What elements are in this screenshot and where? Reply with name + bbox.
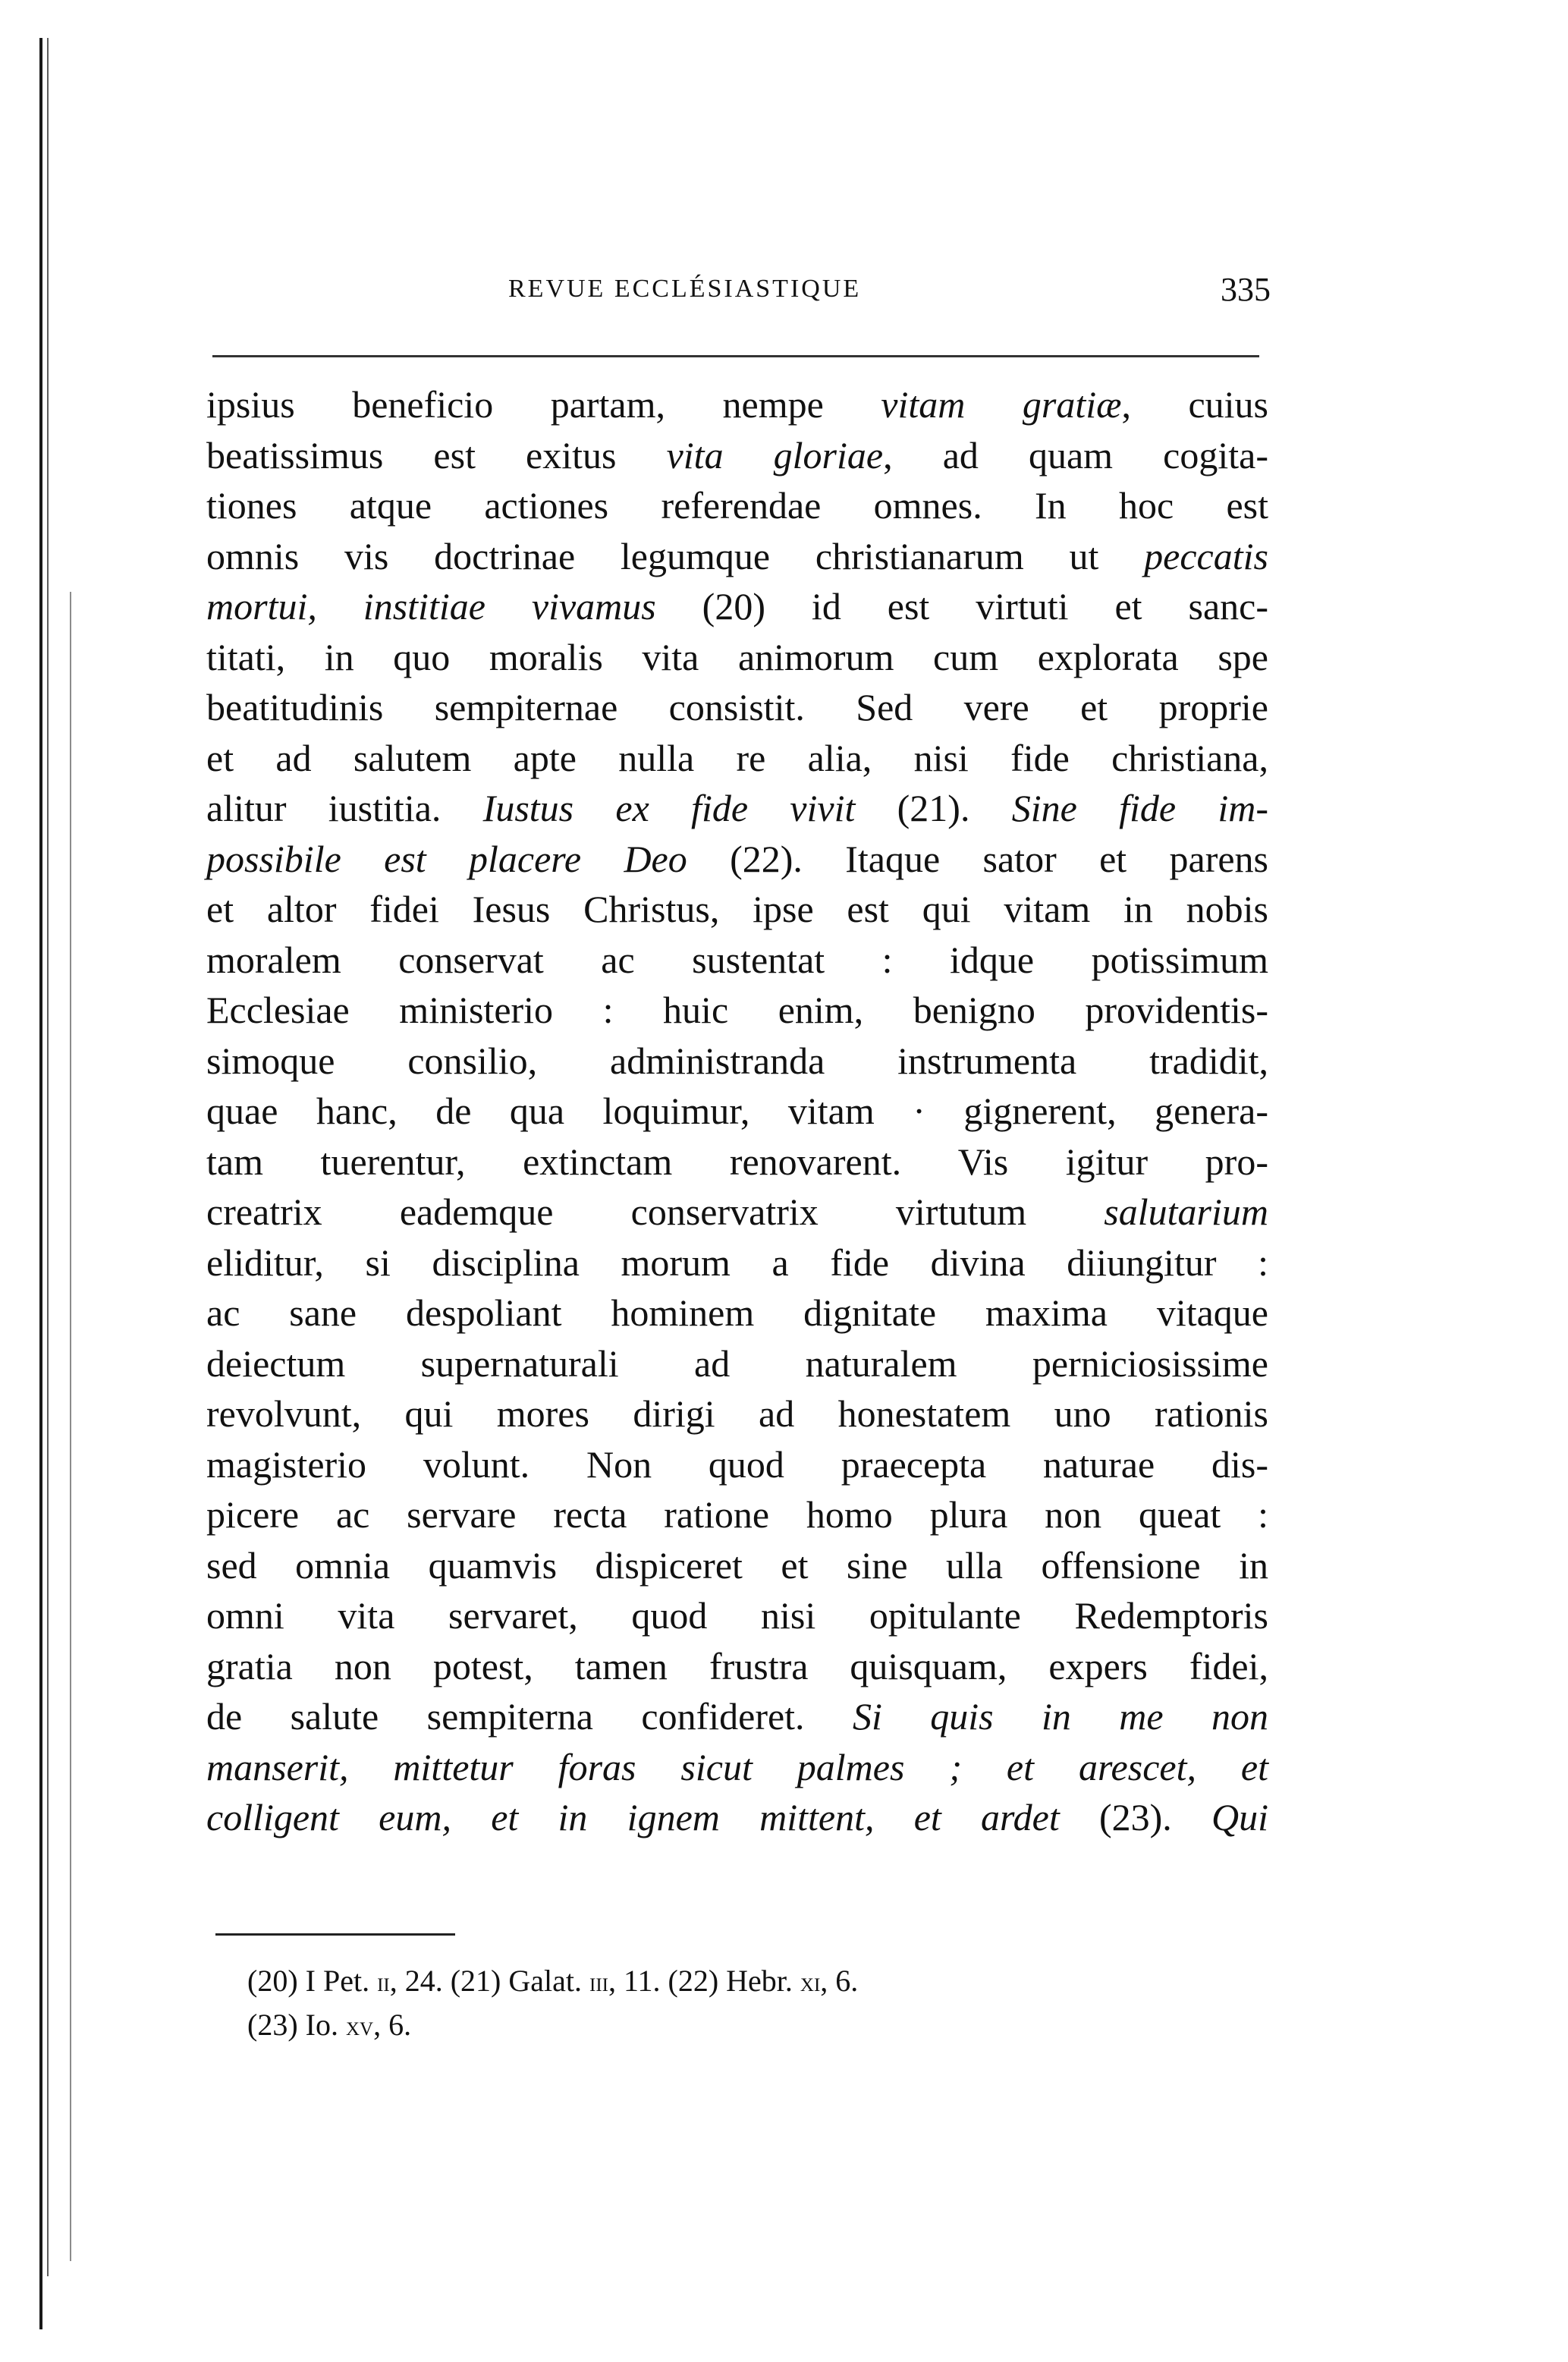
italic-text-segment: vitam gratiæ	[881, 383, 1122, 426]
text-line	[206, 480, 1268, 531]
text-line	[206, 1137, 1268, 1187]
text-segment: tam tuerentur, extinctam renovarent. Vis igitur pro-	[206, 1140, 1268, 1183]
italic-text-segment: colligent eum, et in ignem mittent, et ardet	[206, 1796, 1060, 1838]
text-segment: beatitudinis sempiternae consistit. Sed vere et proprie	[206, 686, 1268, 728]
text-segment: et ad salutem apte nulla re alia, nisi fide christiana,	[206, 736, 1268, 779]
italic-text-segment: Si quis in me non	[852, 1695, 1268, 1738]
footnote-text: , 6.	[373, 2008, 412, 2042]
footnote-line	[247, 2003, 1233, 2047]
running-head	[209, 271, 1271, 320]
italic-text-segment: mortui, institiae vivamus	[206, 585, 656, 627]
text-segment: beatissimus est exitus	[206, 433, 667, 476]
text-segment: gratia non potest, tamen frustra quisquam, expers fidei,	[206, 1644, 1268, 1687]
text-segment: moralem conservat ac sustentat : idque potissimum	[206, 938, 1268, 981]
text-segment: tiones atque actiones referendae omnes. In hoc est	[206, 484, 1268, 527]
text-segment: magisterio volunt. Non quod praecepta naturae dis-	[206, 1442, 1268, 1486]
footnote-line	[247, 1959, 1233, 2003]
text-line	[206, 1338, 1268, 1389]
text-segment: , cuius	[1121, 383, 1268, 426]
text-line	[206, 935, 1268, 986]
text-line	[206, 1742, 1268, 1793]
text-line	[206, 632, 1268, 683]
text-line	[206, 733, 1268, 784]
roman-numeral: xv	[345, 2011, 374, 2041]
text-line	[206, 430, 1268, 481]
italic-text-segment: vita gloriae	[666, 433, 884, 476]
italic-text-segment: salutarium	[1104, 1190, 1268, 1233]
footnote-text: , 11. (22) Hebr.	[608, 1964, 800, 1998]
main-text-block	[206, 379, 1268, 1843]
text-segment: quae hanc, de qua loquimur, vitam · gignerent, genera-	[206, 1090, 1268, 1132]
roman-numeral: xi	[800, 1967, 821, 1997]
italic-text-segment: Qui	[1211, 1796, 1268, 1838]
footnotes-block	[247, 1959, 1233, 2047]
roman-numeral: iii	[589, 1967, 608, 1997]
italic-text-segment: Sine fide im-	[1011, 787, 1268, 829]
text-line	[206, 1238, 1268, 1288]
header-rule	[212, 355, 1259, 357]
text-segment: ipsius beneficio partam, nempe	[206, 383, 881, 426]
text-segment: et altor fidei Iesus Christus, ipse est qui vitam in nobis	[206, 888, 1268, 930]
italic-text-segment: possibile est placere Deo	[206, 837, 687, 880]
text-line	[206, 531, 1268, 582]
text-segment: titati, in quo moralis vita animorum cum explorata spe	[206, 635, 1268, 678]
italic-text-segment: manserit, mittetur foras sicut palmes ; et arescet, et	[206, 1745, 1268, 1788]
text-segment: (23).	[1059, 1796, 1211, 1838]
text-segment: Ecclesiae ministerio : huic enim, benigno providentis-	[206, 989, 1268, 1031]
text-segment: simoque consilio, administranda instrumenta tradidit,	[206, 1039, 1268, 1082]
text-segment: picere ac servare recta ratione homo plura non queat :	[206, 1493, 1268, 1536]
text-segment: ac sane despoliant hominem dignitate maxima vitaque	[206, 1291, 1268, 1334]
binding-edge-line	[47, 38, 49, 2276]
text-line	[206, 884, 1268, 935]
text-line	[206, 783, 1268, 834]
text-segment: , ad quam cogita-	[883, 433, 1268, 476]
text-line	[206, 834, 1268, 885]
italic-text-segment: peccatis	[1144, 534, 1268, 577]
text-segment: omni vita servaret, quod nisi opitulante Redemptoris	[206, 1594, 1268, 1637]
text-segment: creatrix eademque conservatrix virtutum	[206, 1190, 1105, 1233]
text-segment: sed omnia quamvis dispiceret et sine ulla offensione in	[206, 1543, 1268, 1587]
text-segment: (21).	[855, 787, 1012, 829]
text-segment: (22). Itaque sator et parens	[687, 837, 1268, 880]
text-segment: de salute sempiterna confideret.	[206, 1695, 853, 1738]
text-line	[206, 1489, 1268, 1540]
text-segment: eliditur, si disciplina morum a fide divina diiungitur :	[206, 1241, 1268, 1284]
footnote-text: , 24. (21) Galat.	[389, 1964, 589, 1998]
text-segment: (20) id est virtuti et sanc-	[655, 585, 1268, 627]
page-number: 335	[1221, 271, 1271, 308]
text-line	[206, 1792, 1268, 1843]
text-segment: revolvunt, qui mores dirigi ad honestatem uno rationis	[206, 1392, 1268, 1435]
footnote-text: , 6.	[820, 1964, 859, 1998]
text-line	[206, 1187, 1268, 1238]
text-line	[206, 1540, 1268, 1591]
roman-numeral: ii	[377, 1967, 390, 1997]
running-title: REVUE ECCLÉSIASTIQUE	[508, 275, 862, 303]
text-line	[206, 1288, 1268, 1338]
text-line	[206, 1389, 1268, 1439]
text-segment: omnis vis doctrinae legumque christianarum ut	[206, 534, 1145, 577]
footnote-text: (23) Io.	[247, 2008, 346, 2042]
text-line	[206, 1590, 1268, 1641]
text-line	[206, 1641, 1268, 1692]
binding-edge-line	[70, 592, 71, 2261]
footnote-text: (20) I Pet.	[247, 1964, 378, 1998]
binding-edge-line	[39, 38, 42, 2329]
text-line	[206, 581, 1268, 632]
text-line	[206, 1086, 1268, 1137]
text-segment: deiectum supernaturali ad naturalem perniciosissime	[206, 1341, 1268, 1385]
text-line	[206, 682, 1268, 733]
text-line	[206, 1691, 1268, 1742]
footnote-rule	[215, 1933, 455, 1936]
text-line	[206, 985, 1268, 1036]
italic-text-segment: Iustus ex fide vivit	[482, 787, 856, 829]
text-line	[206, 1439, 1268, 1490]
text-segment: alitur iustitia.	[206, 787, 483, 829]
text-line	[206, 379, 1268, 430]
text-line	[206, 1036, 1268, 1087]
